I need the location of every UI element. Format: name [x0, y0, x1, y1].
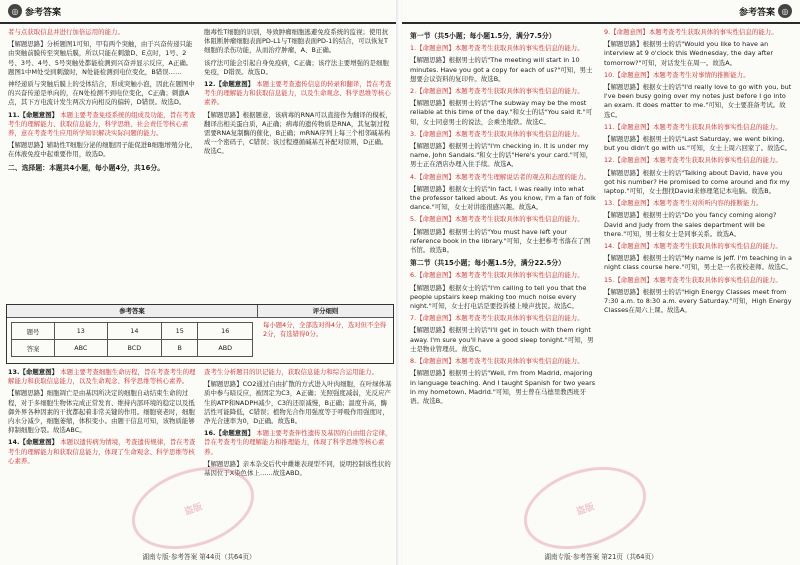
- table-row: [12, 340, 253, 357]
- q8-intent: 8.【命题意图】本题考查考生获取具体的事实性信息的能力。: [410, 357, 584, 366]
- left-header: [0, 0, 398, 24]
- q1-intent: 1.【命题意图】本题考查考生获取具体的事实性信息的能力。: [410, 44, 584, 53]
- q16-intent: 本题主要考查伴性遗传及基因的自由组合定律，旨在考查考生的理解能力和推理能力，体现了科学思维等核心素养。: [204, 429, 392, 456]
- left-col1-p2: 【解题思路】分析题图1可知，甲有两个突触，由于兴奋传递只能由突触前膜传至突触后膜，所以只能在刺激D、E点时，1号、2号、3号、4号、5号突触处都能检测到兴奋并显示反应，A正确。题图1中M处受到刺激时，N处能检测到电位变化，B错误……: [8, 40, 193, 76]
- q6-intent: 6.【命题意图】本题考查考生获取具体的事实性信息的能力。: [410, 271, 584, 280]
- q9-intent: 9.【命题意图】本题考查考生获取具体的事实性信息的能力。: [604, 28, 778, 36]
- q7-solution: 【解题思路】根据男士的话"I'll get in touch with them right away. I'm sure you'll have a good sleep tonight."可知，男士是物业管理员。故选C。: [410, 326, 594, 353]
- q2-intent: 2.【命题意图】本题考查考生获取具体的事实性信息的能力。: [410, 87, 584, 96]
- left-col1-p1: 者与点获取信息并进行加倍运用的能力。: [8, 28, 124, 36]
- answer-cell: ABC: [55, 340, 108, 357]
- q10-solution: 【解题思路】根据女士的话"I'd really love to go with you, but I've been busy going over my notes just before I go into an exam. It does matter to me."可知，女士要准备考试。故选C。: [604, 83, 792, 119]
- q15-intent: 15.【命题意图】本题考查考生获取具体的事实性信息的能力。: [604, 275, 782, 284]
- watermark-stamp-text: 盗版: [183, 501, 204, 517]
- logo-icon: ◎: [778, 4, 792, 18]
- score-table-title: 评分细则: [258, 305, 393, 318]
- q10-intent: 10.【命题意图】本题考查考生对事情的推断能力。: [604, 70, 750, 79]
- q12-intent: 本题主要考查遗传信息的转录和翻译，旨在考查考生的理解能力和获取信息能力，以及生命观念、科学思维等核心素养。: [204, 80, 392, 107]
- q13-intent: 13.【命题意图】本题考查考生对所听内容的推断能力。: [604, 199, 763, 208]
- answer-table: [11, 322, 253, 357]
- q13-solution: 【解题思路】根据男士的话"Do you fancy coming along? David and Judy from the sales department will be there."可知，男士和女士是同事关系。故选A。: [604, 211, 777, 238]
- left-col2-p2: 该疗法可能会引起自身免疫病，C正确；该疗法主要增强的是细胞免疫，D错误。故选D。: [204, 58, 389, 76]
- row-label-question: 题号: [12, 323, 55, 340]
- q11-label: 11.【命题意图】: [8, 110, 59, 119]
- listening-section-1: 第一节（共5小题；每小题1.5分，满分7.5分）: [410, 32, 556, 40]
- left-col2b-p2: 【解题思路】CO2通过自由扩散的方式进入叶肉细胞，在叶绿体基质中参与暗反应，被固定为C3，A正确；光照强度减弱，光反应产生的ATP和NADPH减少，C3的还原减慢，B正确；温度升高，酶活性可能降低，C错误；植物光合作用强度等于呼吸作用强度时，净光合速率为0，D正确。故选B。: [204, 380, 392, 426]
- answer-table-box: [6, 304, 394, 364]
- answer-table-title: 参考答案: [7, 305, 258, 318]
- watermark-stamp-text: 盗版: [575, 501, 596, 517]
- q15-solution: 【解题思路】根据男士的话"High Energy Classes meet from 7:30 a.m. to 8:30 a.m. every Saturday."可知，High Energy Classes在周六上课。故选A。: [604, 287, 792, 315]
- table-row: [12, 323, 253, 340]
- question-cell: 14: [107, 323, 161, 340]
- right-footer: 湖南专版·参考答案 第21页（共64页）: [544, 553, 658, 561]
- left-col2-p1: 胞毒性T细胞的识别，导致肿瘤细胞逃避免疫系统的监视；使用抗体阻断肿瘤细胞表面PD-L1与T细胞表面PD-1的结合，可以恢复T细胞的杀伤功能，从而治疗肿瘤，A、B正确。: [204, 28, 389, 55]
- q11-solution: 【解题思路】辅助性T细胞分泌的细胞因子能促进B细胞增殖分化，在体液免疫中起重要作用，故选D。: [8, 141, 197, 159]
- q5-intent: 5.【命题意图】本题考查考生获取具体的事实性信息的能力。: [410, 215, 584, 224]
- right-col-1: [410, 28, 596, 543]
- answer-cell: BCD: [107, 340, 161, 357]
- right-logo-text: 参考答案: [738, 7, 775, 18]
- row-label-answer: 答案: [12, 340, 55, 357]
- q12-solution: 【解题思路】根据题意，该病毒的RNA可以直接作为翻译的模板，翻译出相关蛋白质，A正确；病毒的遗传物质是RNA，其复制过程需要RNA复制酶的催化，B正确；mRNA序列上每三个相邻碱基构成一个密码子，C错误；该过程遵循碱基互补配对原则，D正确。故选C。: [204, 110, 392, 156]
- right-col-2: [604, 28, 792, 543]
- question-cell: 13: [55, 323, 108, 340]
- q14-intent: 14.【命题意图】本题考查考生获取具体的事实性信息的能力。: [604, 242, 782, 251]
- left-col1-p3: 神经递质与突触后膜上的受体结合，形成突触小泡，因此在题图中的兴奋传递是单向的，在N处检测不到电位变化，C正确；刺激A点，其下方电流计发生两次方向相反的偏转，D错误。故选D。: [8, 80, 195, 107]
- logo-icon: ◎: [8, 4, 22, 18]
- q9-solution: 【解题思路】根据男士的话"Would you like to have an interview at 9 o'clock this Wednesday, the day after tomorrow?"可知，对话发生在周一。故选A。: [604, 40, 774, 67]
- question-cell: 16: [198, 323, 253, 340]
- q8-solution: 【解题思路】根据男士的话"Well, I'm from Madrid, majoring in language teaching. And I taught Spanish for two years in my hometown, Madrid."可知，男士曾在马德里教西班牙语。故选B。: [410, 369, 596, 405]
- left-col-2: [204, 28, 392, 302]
- q5-solution: 【解题思路】根据男士的话"You must have left your reference book in the library."可知，女士把参考书落在了图书馆。故选B。: [410, 227, 591, 255]
- left-footer: 湖南专版·参考答案 第44页（共64页）: [142, 553, 256, 561]
- q13-label: 13.【命题意图】: [8, 368, 59, 376]
- q6-solution: 【解题思路】根据女士的话"I'm calling to tell you that the people upstairs keep making too much noise every night."可知，女士打电话是要投诉楼上噪声扰民。故选C。: [410, 283, 587, 311]
- q3-intent: 3.【命题意图】本题考查考生获取具体的事实性信息的能力。: [410, 129, 584, 138]
- q13-solution: 【解题思路】细胞凋亡是由基因所决定的细胞自动结束生命的过程，对于多细胞生物体完成正常发育、维持内部环境的稳定以及抵御外界各种因素的干扰都起着非常关键的作用。细胞衰老时，细胞内水分减少，细胞萎缩，体积变小。由题干信息可知，该物质能够抑制细胞分裂。故选ABC。: [8, 389, 195, 435]
- question-cell: 15: [162, 323, 198, 340]
- q4-intent: 4.【命题意图】本题考查考生理解说话者的观点和态度的能力。: [410, 172, 591, 181]
- q3-solution: 【解题思路】根据男士的话"I'm checking in. It is under my name, John Sandals."和女士的话"Here's your card."可知，男士正在酒店办理入住手续。故选A。: [410, 142, 593, 169]
- left-logo: [8, 3, 61, 19]
- left-col-1: [8, 28, 198, 302]
- q16-solution: 【解题思路】亲本杂交后代中雌雄表现型不同，说明控制该性状的基因位于X染色体上……故选ABD。: [204, 459, 391, 478]
- left-logo-text: 参考答案: [25, 7, 62, 18]
- q7-intent: 7.【命题意图】本题考查考生获取具体的事实性信息的能力。: [410, 314, 584, 323]
- right-header: [402, 0, 800, 24]
- q12-solution: 【解题思路】根据女士的话"Talking about David, have you got his number? He promised to come around and fix my laptop."可知，女士想找David来修理笔记本电脑。故选B。: [604, 168, 790, 196]
- q11-intent: 本题主要考查免疫系统的组成及功能，旨在考查考生的理解能力、获取信息能力，科学思维、社会责任等核心素养，意在考查考生应用所学知识解决实际问题的能力。: [8, 110, 196, 138]
- right-page: [402, 0, 800, 565]
- left-page: [0, 0, 399, 565]
- right-logo: [739, 3, 792, 19]
- score-rules: 每小题4分，全部选对得4分，选对但不全得2分，有选错得0分。: [263, 321, 387, 338]
- listening-section-2: 第二节（共15小题；每小题1.5分，满分22.5分）: [410, 259, 566, 268]
- q14-label: 14.【命题意图】: [8, 438, 59, 447]
- q14-solution: 【解题思路】根据男士的话"My name is Jeff. I'm teaching in a night class course here."可知，男士是一名夜校老师。故选C。: [604, 254, 792, 272]
- q11-solution: 【解题思路】根据男士的话"Last Saturday, we went biking, but you didn't go with us."可知，女士上周六回家了。故选C。: [604, 135, 792, 153]
- left-col2b-p1: 查考生分析题目的识记能力，获取信息能力和综合运用能力。: [204, 368, 378, 376]
- q13-intent: 本题主要考查细胞生命历程，旨在考查考生的理解能力和获取信息能力，以及生命观念、科学思维等核心素养。: [8, 368, 196, 386]
- q12-label: 12.【命题意图】: [204, 80, 255, 89]
- section-2-title: 二、选择题：本题共4小题，每小题4分，共16分。: [8, 163, 165, 172]
- q11-intent: 11.【命题意图】本题考查考生获取具体的事实性信息的能力。: [604, 122, 782, 131]
- q16-label: 16.【命题意图】: [204, 429, 255, 438]
- q2-solution: 【解题思路】根据男士的话"The subway may be the most reliable at this time of the day."和女士的话"You said it."可知，女士同意男士的说法，会乘坐地铁。故选C。: [410, 99, 593, 126]
- answer-cell: B: [162, 340, 198, 357]
- q1-solution: 【解题思路】根据男士的话"The meeting will start in 10 minutes. Have you got a copy for each of us?"可知，男士想要会议资料的复印件。故选B。: [410, 56, 593, 83]
- q4-solution: 【解题思路】根据女士的话"In fact, I was really into what the professor talked about. As you know, I'm a fan of folk dance."可知，女士对讲座很感兴趣。故选A。: [410, 184, 596, 212]
- q12-intent: 12.【命题意图】本题考查考生获取具体的事实性信息的能力。: [604, 156, 782, 165]
- q14-intent: 本题以遗传病为情境，考查遗传规律，旨在考查考生的理解能力和获取信息能力，体现了生命观念、科学思维等核心素养。: [8, 438, 196, 465]
- answer-cell: ABD: [198, 340, 253, 357]
